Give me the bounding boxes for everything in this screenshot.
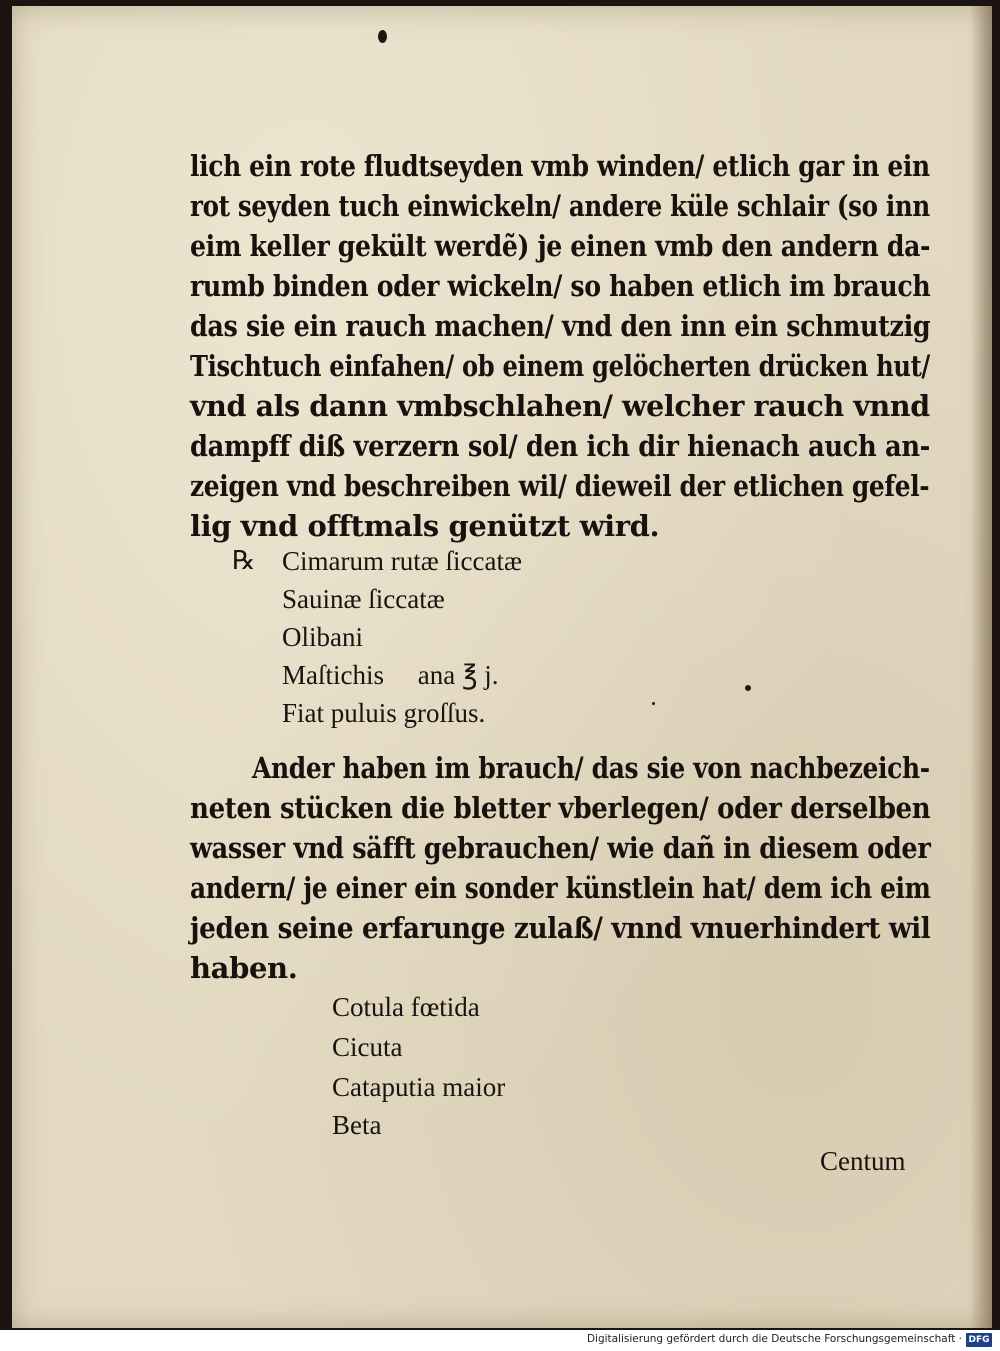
recipe-line: Fiat puluis groſſus. [282, 698, 486, 728]
recipe-line: Sauinæ ſiccatæ [282, 584, 445, 614]
text-line: vnd als dann vmbschlahen/ welcher rauch vnnd [190, 389, 930, 423]
catchword: Centum [820, 1146, 906, 1176]
footer-credit: Digitalisierung gefördert durch die Deutsche Forschungsgemeinschaft · [586, 1333, 962, 1345]
ink-spot [378, 30, 387, 43]
text-line: dampff diß verzern sol/ den ich dir hienach auch an- [190, 429, 931, 463]
plant-list-item: Cataputia maior [332, 1072, 506, 1102]
dfg-logo-icon: DFG [966, 1333, 992, 1347]
ink-spot [652, 702, 655, 705]
paragraph-2 [190, 748, 930, 988]
recipe-line: Olibani [282, 622, 363, 652]
text-line: lich ein rote fludtseyden vmb winden/ etlich gar in ein [190, 149, 930, 183]
recipe-line: Maſtichis ana ℥ j. [282, 660, 499, 690]
text-line: Tischtuch einfahen/ ob einem gelöcherten drücken hut/ [190, 349, 930, 383]
text-line: lig vnd offtmals genützt wird. [190, 509, 660, 543]
text-line: neten stücken die bletter vberlegen/ oder derselben [190, 791, 931, 825]
text-line: jeden seine erfarunge zulaß/ vnnd vnuerhindert wil [190, 911, 931, 945]
text-line: Ander haben im brauch/ das sie von nachbezeich- [252, 751, 930, 785]
text-line: eim keller gekült werdẽ) je einen vmb den andern da- [190, 229, 931, 263]
text-line: wasser vnd säfft gebrauchen/ wie dañ in diesem oder [190, 831, 931, 865]
text-line: rot seyden tuch einwickeln/ andere küle schlair (so inn [190, 189, 930, 223]
plant-list-item: Beta [332, 1110, 382, 1140]
page-edge-shadow [970, 6, 992, 1328]
text-line: haben. [190, 951, 298, 985]
plant-list-item: Cicuta [332, 1032, 403, 1062]
recipe-line: Cimarum rutæ ſiccatæ [282, 546, 522, 576]
paragraph-1 [190, 146, 930, 546]
text-line: zeigen vnd beschreiben wil/ dieweil der etlichen gefel- [190, 469, 930, 503]
text-line: das sie ein rauch machen/ vnd den inn ein schmutzig [190, 309, 931, 343]
text-line: andern/ je einer ein sonder künstlein hat/ dem ich eim [190, 871, 931, 905]
ink-spot [745, 685, 751, 691]
plant-list-item: Cotula fœtida [332, 992, 480, 1022]
text-line: rumb binden oder wickeln/ so haben etlich im brauch [190, 269, 931, 303]
recipe-symbol: ℞ [232, 546, 256, 576]
